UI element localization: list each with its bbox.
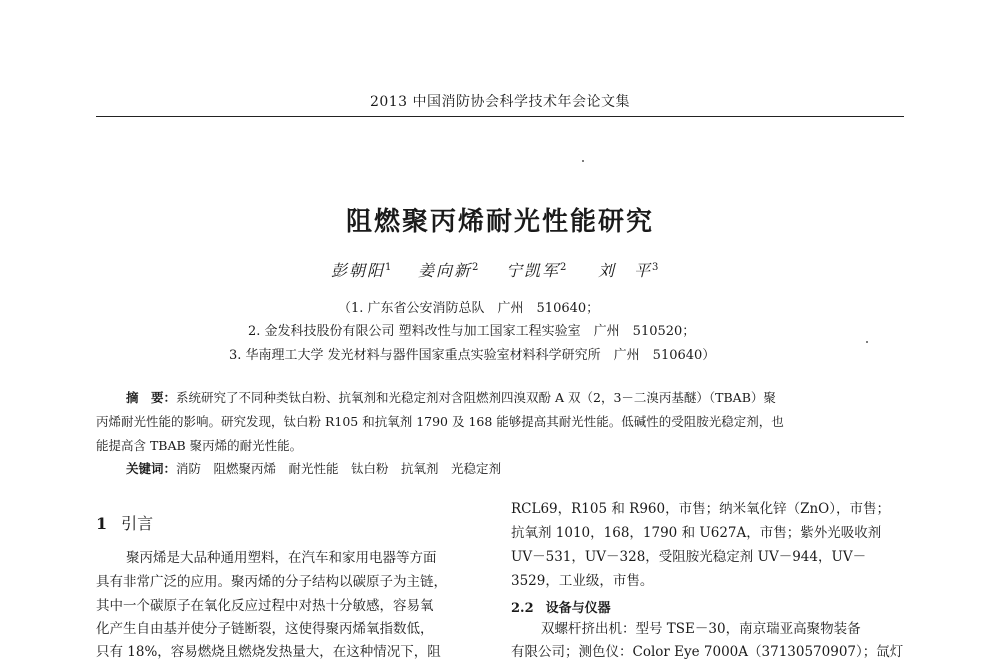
body-line: 双螺杆挤出机：型号 TSE－30，南京瑞亚高聚物装备: [541, 621, 861, 637]
subsection-number: 2.2: [511, 601, 534, 616]
author-name: 彭朝阳: [331, 261, 386, 280]
affiliation-mark: 3: [652, 262, 659, 273]
body-line: 只有 18%，容易燃烧且燃烧发热量大，在这种情况下，阻: [96, 644, 441, 660]
author-1: [331, 258, 391, 281]
body-line: 有限公司；测色仪：Color Eye 7000A（37130570907）；氙灯: [511, 644, 904, 660]
affiliation-mark: 1: [385, 262, 392, 273]
keywords-label: 关键词：: [126, 461, 177, 476]
abstract-line: 能提高含 TBAB 聚丙烯的耐光性能。: [96, 438, 303, 453]
body-line: UV－531，UV－328，受阻胺光稳定剂 UV－944，UV－: [511, 549, 867, 565]
author-name: 刘 平: [598, 261, 653, 280]
author-4: [598, 258, 658, 281]
subsection-heading: [511, 597, 611, 616]
body-line: 聚丙烯是大品种通用塑料，在汽车和家用电器等方面: [126, 550, 437, 566]
author-name: 姜向新: [418, 261, 473, 280]
affiliation-mark: 2: [472, 262, 479, 273]
keywords-text: 消防 阻燃聚丙烯 耐光性能 钛白粉 抗氧剂 光稳定剂: [176, 461, 502, 476]
scan-speck: [582, 160, 584, 162]
abstract-line: 丙烯耐光性能的影响。研究发现，钛白粉 R105 和抗氧剂 1790 及 168 能够提高其耐光性能。低碱性的受阻胺光稳定剂，也: [96, 414, 784, 429]
header-rule: [96, 116, 904, 117]
body-line: 其中一个碳原子在氧化反应过程中对热十分敏感，容易氧: [96, 598, 434, 614]
abstract-line: [96, 388, 776, 406]
affiliation-mark: 2: [560, 262, 567, 273]
keywords-line: [96, 459, 501, 477]
section-number: 1: [96, 514, 108, 533]
scan-speck: [866, 341, 868, 343]
body-line: 抗氧剂 1010，168，1790 和 U627A，市售；紫外光吸收剂: [511, 525, 882, 541]
body-line: 3529，工业级，市售。: [511, 573, 654, 589]
affiliation-1: （1. 广东省公安消防总队 广州 510640；: [338, 301, 600, 316]
affiliation-2: 2. 金发科技股份有限公司 塑料改性与加工国家工程实验室 广州 510520；: [248, 324, 696, 339]
abstract-label: 摘 要：: [126, 390, 177, 405]
paper-title: 阻燃聚丙烯耐光性能研究: [345, 207, 654, 237]
author-3: [506, 258, 566, 281]
subsection-title: 设备与仪器: [545, 601, 611, 616]
affiliation-3: 3. 华南理工大学 发光材料与器件国家重点实验室材料科学研究所 广州 510640）: [229, 348, 716, 363]
author-name: 宁凯军: [506, 261, 561, 280]
abstract-text: 系统研究了不同种类钛白粉、抗氧剂和光稳定剂对含阻燃剂四溴双酚 A 双（2，3－二溴丙基醚）（TBAB）聚: [176, 390, 776, 405]
body-line: 具有非常广泛的应用。聚丙烯的分子结构以碳原子为主链，: [96, 574, 447, 590]
body-line: RCL69，R105 和 R960，市售；纳米氧化锌（ZnO），市售；: [511, 501, 890, 517]
author-2: [418, 258, 478, 281]
running-header: 2013 中国消防协会科学技术年会论文集: [369, 94, 631, 110]
section-title: 引言: [121, 514, 154, 533]
body-line: 化产生自由基并使分子链断裂，这使得聚丙烯氧指数低，: [96, 621, 434, 637]
section-heading: [96, 511, 153, 534]
